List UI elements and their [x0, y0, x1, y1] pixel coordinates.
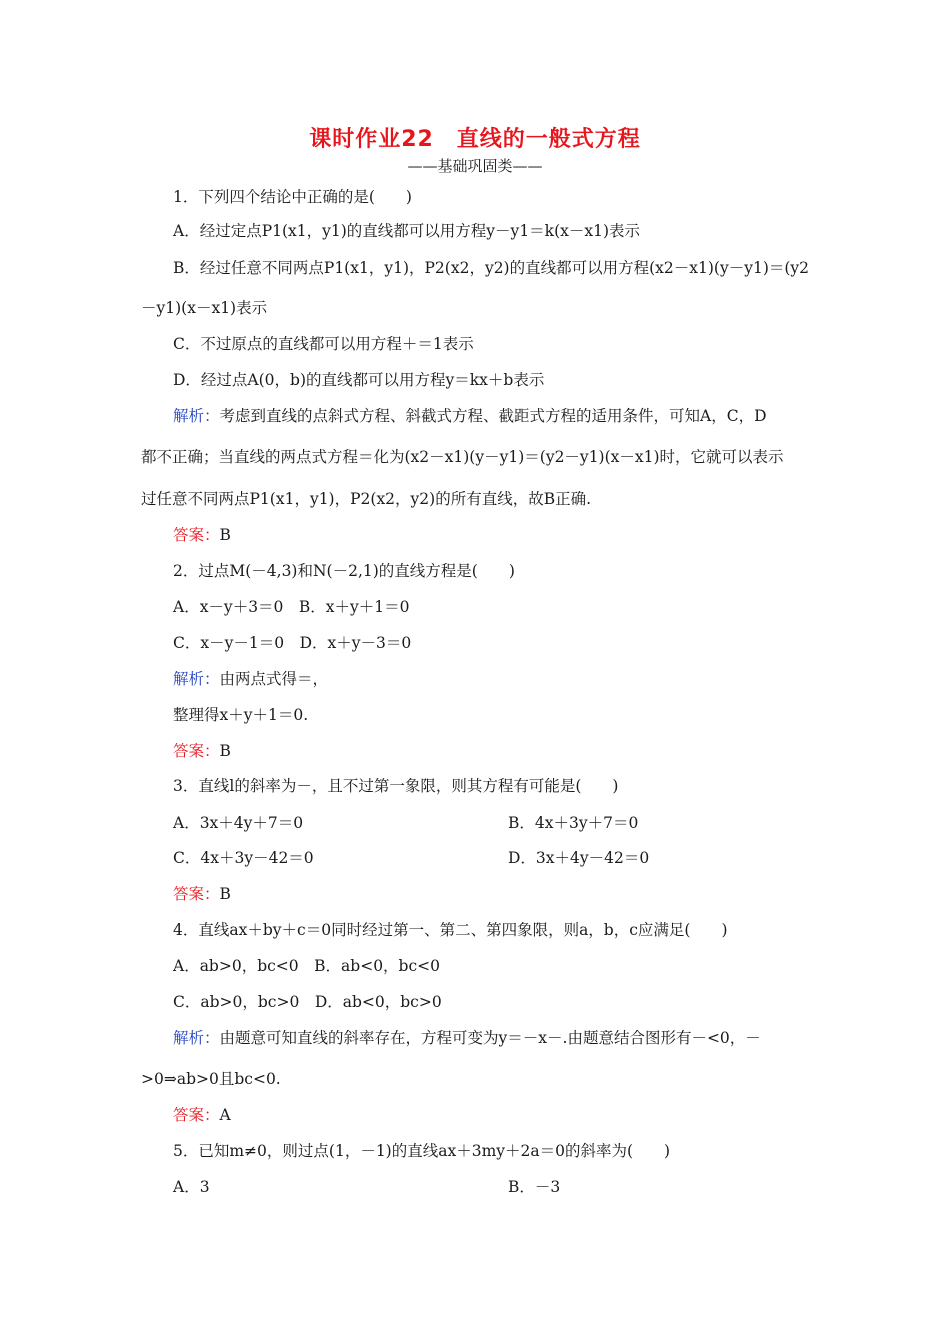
q1-analysis-text1: 考虑到直线的点斜式方程、斜截式方程、截距式方程的适用条件，可知A，C，D: [219, 407, 767, 425]
q1-stem: 1．下列四个结论中正确的是( ): [173, 188, 412, 206]
q3-answer: [173, 883, 231, 905]
q1-option-c: C．不过原点的直线都可以用方程＋＝1表示: [173, 335, 474, 353]
q5-option-a: A．3: [173, 1178, 210, 1196]
q4-answer-value: A: [219, 1106, 231, 1124]
q2-options-cd: C．x－y－1＝0 D．x＋y－3＝0: [173, 634, 412, 652]
q4-stem: 4．直线ax＋by＋c＝0同时经过第一、第二、第四象限，则a，b，c应满足( ): [173, 921, 728, 939]
q4-options-cd: C．ab>0，bc>0 D．ab<0，bc>0: [173, 993, 442, 1011]
q4-analysis-line2: >0⇒ab>0且bc<0.: [141, 1070, 281, 1088]
q1-analysis-line1: [173, 405, 767, 427]
q3-option-b: B．4x＋3y＋7＝0: [508, 814, 639, 832]
q2-answer-value: B: [219, 742, 231, 760]
page-title: 课时作业22 直线的一般式方程: [309, 127, 641, 152]
q2-answer: [173, 740, 231, 762]
q1-answer-value: B: [219, 526, 231, 544]
q4-options-ab: A．ab>0，bc<0 B．ab<0，bc<0: [173, 957, 441, 975]
q1-analysis-line3: 过任意不同两点P1(x1，y1)，P2(x2，y2)的所有直线，故B正确.: [141, 490, 592, 508]
q3-option-c: C．4x＋3y－42＝0: [173, 849, 314, 867]
q2-analysis-line2: 整理得x＋y＋1＝0.: [173, 706, 309, 724]
q2-analysis-text1: 由两点式得＝，: [219, 670, 329, 688]
q4-analysis-line1: [173, 1027, 761, 1049]
q3-stem: 3．直线l的斜率为－，且不过第一象限，则其方程有可能是( ): [173, 777, 619, 795]
page-subtitle: ——基础巩固类——: [407, 157, 543, 175]
q2-options-ab: A．x－y＋3＝0 B．x＋y＋1＝0: [173, 598, 410, 616]
q4-analysis-text1: 由题意可知直线的斜率存在，方程可变为y＝－x－.由题意结合图形有－<0，－: [219, 1029, 761, 1047]
answer-label: 答案：: [173, 885, 220, 903]
analysis-label: 解析：: [173, 670, 220, 688]
q1-analysis-line2: 都不正确；当直线的两点式方程＝化为(x2－x1)(y－y1)＝(y2－y1)(x－x1)时，它就可以表示: [141, 448, 784, 466]
q3-option-d: D．3x＋4y－42＝0: [508, 849, 650, 867]
q2-analysis-line1: [173, 668, 328, 690]
q3-option-a: A．3x＋4y＋7＝0: [173, 814, 304, 832]
q4-answer: [173, 1104, 231, 1126]
q1-option-b-line2: －y1)(x－x1)表示: [141, 299, 268, 317]
answer-label: 答案：: [173, 526, 220, 544]
answer-label: 答案：: [173, 1106, 220, 1124]
q1-answer: [173, 524, 231, 546]
q5-option-b: B．－3: [508, 1178, 561, 1196]
analysis-label: 解析：: [173, 407, 220, 425]
q2-stem: 2．过点M(－4,3)和N(－2,1)的直线方程是( ): [173, 562, 515, 580]
analysis-label: 解析：: [173, 1029, 220, 1047]
q5-stem: 5．已知m≠0，则过点(1，－1)的直线ax＋3my＋2a＝0的斜率为( ): [173, 1142, 671, 1160]
q1-option-d: D．经过点A(0，b)的直线都可以用方程y＝kx＋b表示: [173, 371, 545, 389]
q1-option-b-line1: B．经过任意不同两点P1(x1，y1)，P2(x2，y2)的直线都可以用方程(x2－x1)(y－y1)＝(y2: [173, 259, 810, 277]
answer-label: 答案：: [173, 742, 220, 760]
q1-option-a: A．经过定点P1(x1，y1)的直线都可以用方程y－y1＝k(x－x1)表示: [173, 222, 641, 240]
q3-answer-value: B: [219, 885, 231, 903]
